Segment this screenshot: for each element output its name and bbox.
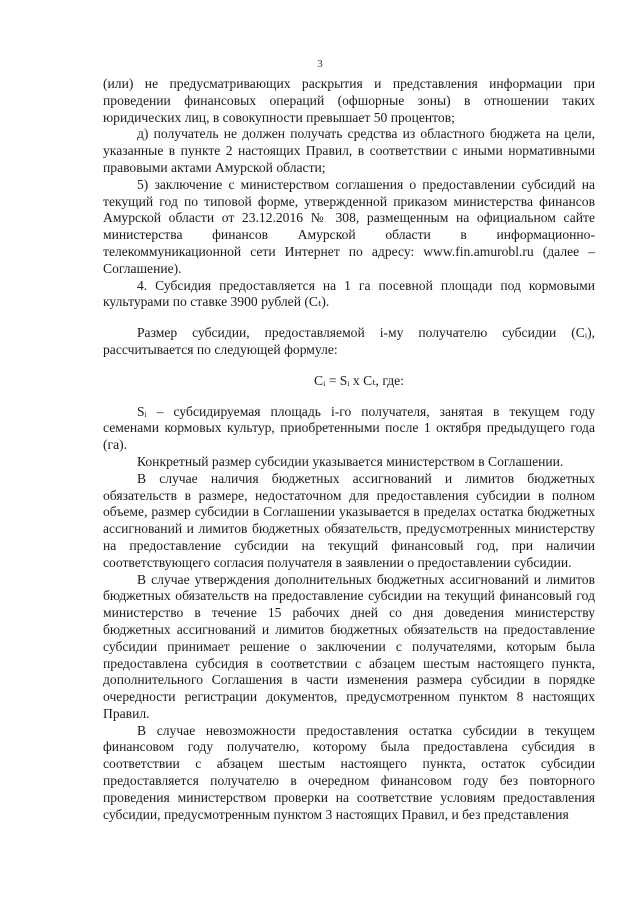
paragraph-amount-in-agreement: Конкретный размер субсидии указывается министерством в Соглашении.	[137, 453, 564, 469]
paragraph-remainder-next-year: В случае невозможности предоставления остатка субсидии в текущем финансовом году получателю, которому была предоставлена субсидия в соответствии с абзацем шестым настоящего пункта, остаток субсидии предоставляется получателю в очередном финансовом году без повторного проведения министерством проверки на соответствие условиям предоставления субсидии, предусмотренным пунктом 3 настоящих Правил, и без представления	[103, 722, 595, 822]
paragraph-offshore-continuation: (или) не предусматривающих раскрытия и представления информации при проведении финансовых операций (офшорные зоны) в отношении таких юридических лиц, в совокупности превышает 50 процентов;	[103, 76, 595, 125]
paragraph-item-4: 4. Субсидия предоставляется на 1 га посевной площади под кормовыми культурами по ставке 3900 рублей (Cₜ).	[103, 277, 595, 310]
subsidy-formula: Cᵢ = Sᵢ x Cₜ, где:	[314, 372, 404, 388]
paragraph-condition-d: д) получатель не должен получать средства из областного бюджета на цели, указанные в пункте 2 настоящих Правил, в соответствии с иными нормативными правовыми актами Амурской области;	[103, 126, 595, 175]
paragraph-formula-intro: Размер субсидии, предоставляемой i-му получателю субсидии (Cᵢ), рассчитывается по следующей формуле:	[103, 325, 595, 357]
document-body	[103, 76, 595, 823]
paragraph-additional-funds: В случае утверждения дополнительных бюджетных ассигнований и лимитов бюджетных обязательств на предоставление субсидии на текущий финансовый год министерство в течение 15 рабочих дней со дня доведения министерству бюджетных ассигнований и лимитов бюджетных обязательств на предоставление субсидии принимает решение о заключении с получателями, которым была предоставлена субсидия в соответствии с абзацем шестым настоящего пункта, дополнительного Соглашения в части изменения размера субсидии в порядке очередности регистрации документов, предусмотренном пунктом 8 настоящих Правил.	[103, 571, 595, 721]
page-number: 3	[317, 58, 323, 70]
paragraph-condition-5: 5) заключение с министерством соглашения о предоставлении субсидий на текущий год по типовой форме, утвержденной приказом министерства финансов Амурской области от 23.12.2016 № 308, размещенным на официальном сайте министерства финансов Амурской области в информационно-телекоммуникационной сети Интернет по адресу: www.fin.amurobl.ru (далее – Соглашение).	[103, 176, 595, 276]
paragraph-area-definition: Sᵢ – субсидируемая площадь i-го получателя, занятая в текущем году семенами кормовых культур, приобретенными после 1 октября предыдущего года (га).	[103, 403, 595, 453]
paragraph-insufficient-funds: В случае наличия бюджетных ассигнований и лимитов бюджетных обязательств в размере, недостаточном для предоставления субсидии в полном объеме, размер субсидии в Соглашении указывается в пределах остатка бюджетных ассигнований и лимитов бюджетных обязательств, предусмотренных министерству на предоставление субсидии на текущий финансовый год, при наличии соответствующего согласия получателя в заявлении о предоставлении субсидии.	[103, 470, 595, 570]
